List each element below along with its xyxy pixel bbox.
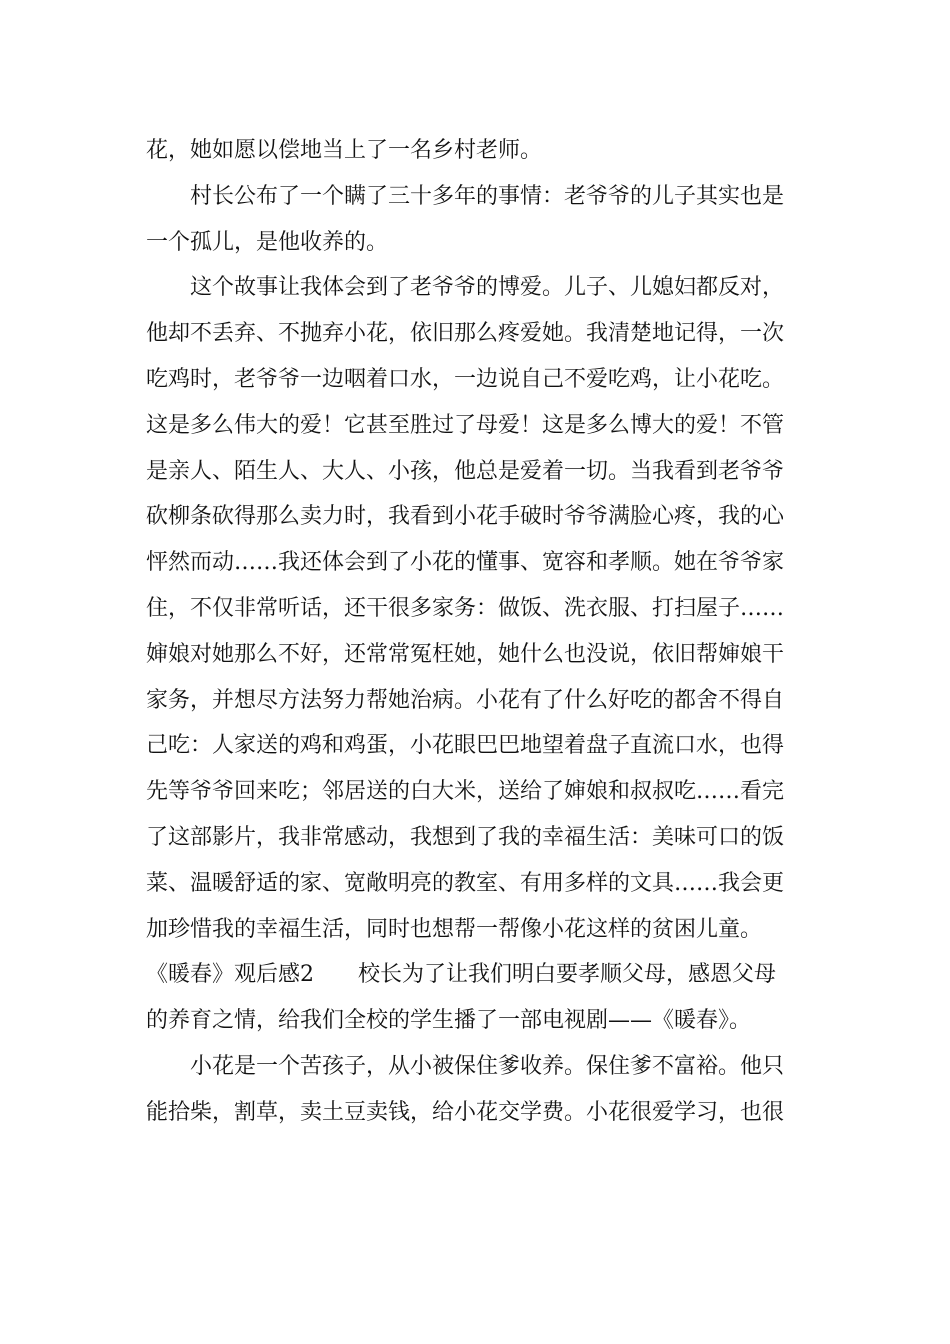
text-line: 菜、温暖舒适的家、宽敞明亮的教室、有用多样的文具……我会更	[146, 870, 785, 896]
text-line: 家务，并想尽方法努力帮她治病。小花有了什么好吃的都舍不得自	[146, 687, 785, 713]
text-line: 砍柳条砍得那么卖力时，我看到小花手破时爷爷满脸心疼，我的心	[146, 504, 785, 530]
text-line: 能拾柴，割草，卖土豆卖钱，给小花交学费。小花很爱学习，也很	[146, 1099, 785, 1125]
text-line: 他却不丢弃、不抛弃小花，依旧那么疼爱她。我清楚地记得，一次	[146, 321, 785, 347]
essay-title-line: 《暖春》观后感2 校长为了让我们明白要孝顺父母，感恩父母	[146, 962, 776, 988]
text-line: 婶娘对她那么不好，还常常冤枉她，她什么也没说，依旧帮婶娘干	[146, 641, 785, 667]
text-line: 先等爷爷回来吃；邻居送的白大米，送给了婶娘和叔叔吃……看完	[146, 779, 785, 805]
document-body	[146, 128, 806, 1136]
text-line: 花，她如愿以偿地当上了一名乡村老师。	[146, 138, 543, 163]
text-line: 己吃：人家送的鸡和鸡蛋，小花眼巴巴地望着盘子直流口水，也得	[146, 733, 785, 759]
text-line: 村长公布了一个瞒了三十多年的事情：老爷爷的儿子其实也是	[190, 183, 785, 209]
text-line: 是亲人、陌生人、大人、小孩，他总是爱着一切。当我看到老爷爷	[146, 458, 785, 484]
text-line: 一个孤儿，是他收养的。	[146, 229, 389, 255]
text-line: 这个故事让我体会到了老爷爷的博爱。儿子、儿媳妇都反对，	[190, 275, 785, 301]
text-line: 了这部影片，我非常感动，我想到了我的幸福生活：美味可口的饭	[146, 824, 785, 850]
text-line: 住，不仅非常听话，还干很多家务：做饭、洗衣服、打扫屋子……	[146, 595, 785, 621]
text-line: 小花是一个苦孩子，从小被保住爹收养。保住爹不富裕。他只	[190, 1053, 785, 1079]
text-line: 这是多么伟大的爱！它甚至胜过了母爱！这是多么博大的爱！不管	[146, 412, 785, 438]
text-line: 加珍惜我的幸福生活，同时也想帮一帮像小花这样的贫困儿童。	[146, 916, 763, 942]
text-line: 的养育之情，给我们全校的学生播了一部电视剧——《暖春》。	[146, 1008, 752, 1034]
text-line: 吃鸡时，老爷爷一边咽着口水，一边说自己不爱吃鸡，让小花吃。	[146, 366, 785, 392]
text-line: 怦然而动……我还体会到了小花的懂事、宽容和孝顺。她在爷爷家	[146, 550, 785, 576]
